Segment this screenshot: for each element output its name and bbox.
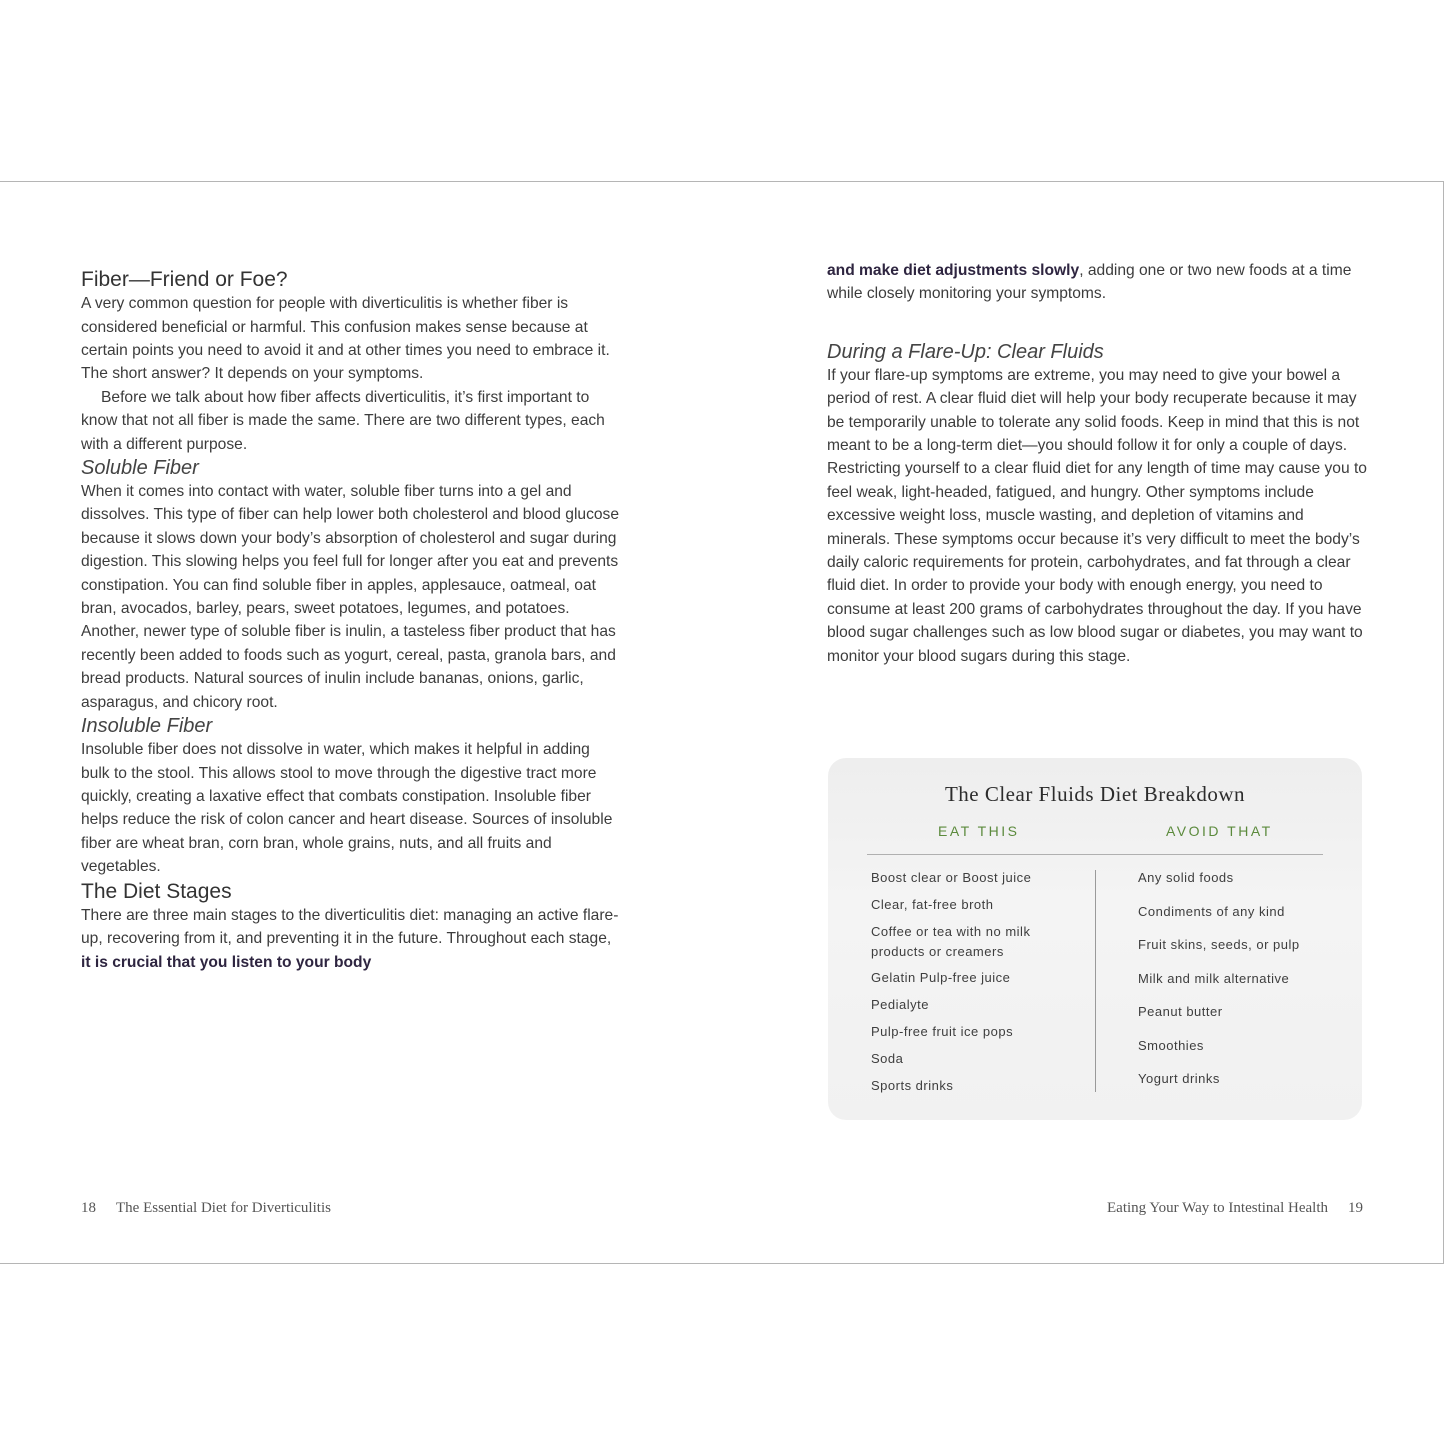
flare-up-paragraph: If your flare-up symptoms are extreme, you may need to give your bowel a period of rest. A clear fluid diet will help your body recuperate because it may be temporarily unable to tolerate any solid foods. Keep in mind that this is not meant to be a long-term diet—you should follow it for only a couple of days. Restricting yourself to a clear fluid diet for any length of time may cause you to feel weak, light-headed, fatigued, and hungry. Other symptoms include excessive weight loss, muscle wasting, and depletion of vitamins and minerals. These symptoms occur because it’s very difficult to meet the body’s daily caloric requirements for protein, carbohydrates, and fat through a clear fluid diet. In order to provide your body with enough energy, you need to consume at least 200 grams of carbohydrates throughout the day. If you have blood sugar challenges such as low blood sugar or diabetes, you may want to monitor your blood sugars during this stage. — [827, 366, 1367, 665]
continued-paragraph — [827, 259, 1367, 306]
list-item: Clear, fat-free broth — [871, 896, 994, 912]
insoluble-fiber-paragraph: Insoluble fiber does not dissolve in water, which makes it helpful in adding bulk to the stool. This allows stool to move through the digestive tract more quickly, creating a laxative effect that combats constipation. Insoluble fiber helps reduce the risk of colon cancer and heart disease. Sources of insoluble fiber are wheat bran, corn bran, whole grains, nuts, and all fruits and vegetables. — [81, 741, 613, 876]
continued-text: , adding one or two new foods at a time while closely monitoring your symptoms. — [827, 262, 1352, 303]
clear-fluids-sidebar — [828, 758, 1362, 1120]
list-item: Milk and milk alternative — [1138, 970, 1290, 986]
list-item: Smoothies — [1138, 1037, 1204, 1053]
diet-stages-paragraph — [81, 904, 621, 974]
list-item: Pedialyte — [871, 997, 929, 1013]
list-item: Condiments of any kind — [1138, 903, 1285, 919]
column-divider — [1095, 870, 1096, 1092]
list-item: Fruit skins, seeds, or pulp — [1138, 937, 1300, 952]
fiber-paragraph-2: Before we talk about how fiber affects diverticulitis, it’s first important to know that not all fiber is made the same. There are two different types, each with a different purpose. — [81, 388, 605, 453]
eat-this-header: EAT THIS — [938, 823, 1020, 839]
left-page-footer — [81, 1200, 331, 1217]
list-item: Yogurt drinks — [1138, 1071, 1220, 1086]
right-running-title: Eating Your Way to Intestinal Health — [1107, 1200, 1328, 1216]
right-page-number: 19 — [1348, 1200, 1363, 1216]
diet-stages-heading: The Diet Stages — [81, 879, 232, 903]
list-item: Boost clear or Boost juice — [871, 870, 1032, 885]
avoid-that-header: AVOID THAT — [1166, 823, 1273, 839]
list-item: Coffee or tea with no milk products or creamers — [871, 923, 1031, 959]
diet-stages-text: There are three main stages to the diverticulitis diet: managing an active flare-up, recovering from it, and preventing it in the future. Throughout each stage, — [81, 906, 619, 948]
list-item: Sports drinks — [871, 1077, 954, 1093]
fiber-heading: Fiber—Friend or Foe? — [81, 268, 288, 291]
flare-up-heading: During a Flare-Up: Clear Fluids — [827, 340, 1104, 363]
list-item: Gelatin Pulp-free juice — [871, 970, 1011, 986]
insoluble-fiber-heading: Insoluble Fiber — [81, 715, 213, 738]
soluble-fiber-paragraph: When it comes into contact with water, soluble fiber turns into a gel and dissolves. This type of fiber can help lower both cholesterol and blood glucose because it slows down your body’s absorption of cholesterol and sugar during digestion. This slowing helps you feel full for longer after you eat and prevents constipation. You can find soluble fiber in apples, applesauce, oatmeal, oat bran, avocados, barley, pears, sweet potatoes, legumes, and potatoes. Another, newer type of soluble fiber is inulin, a tasteless fiber product that has recently been added to foods such as yogurt, cereal, pasta, granola bars, and bread products. Natural sources of inulin include bananas, onions, garlic, asparagus, and chicory root. — [81, 483, 620, 711]
book-spread — [0, 181, 1444, 1264]
fiber-paragraph-1: A very common question for people with diverticulitis is whether fiber is considered beneficial or harmful. This confusion makes sense because at certain points you need to avoid it and at other times you need to embrace it. The short answer? It depends on your symptoms. — [81, 295, 610, 383]
soluble-fiber-heading: Soluble Fiber — [81, 457, 199, 480]
continued-emphasis: and make diet adjustments slowly — [827, 262, 1080, 279]
list-item: Peanut butter — [1138, 1004, 1223, 1019]
left-page-column — [81, 267, 621, 974]
diet-stages-emphasis: it is crucial that you listen to your body — [81, 953, 372, 971]
list-item: Any solid foods — [1138, 870, 1234, 885]
right-page-column — [827, 259, 1367, 668]
avoid-that-list — [1138, 868, 1338, 1103]
header-divider — [867, 854, 1323, 855]
list-item: Pulp-free fruit ice pops — [871, 1023, 1014, 1039]
eat-this-list — [871, 868, 1071, 1102]
list-item: Soda — [871, 1050, 904, 1066]
sidebar-title: The Clear Fluids Diet Breakdown — [944, 782, 1246, 806]
left-page-number: 18 — [81, 1200, 96, 1216]
left-running-title: The Essential Diet for Diverticulitis — [116, 1200, 331, 1216]
right-page-footer — [1107, 1200, 1363, 1217]
